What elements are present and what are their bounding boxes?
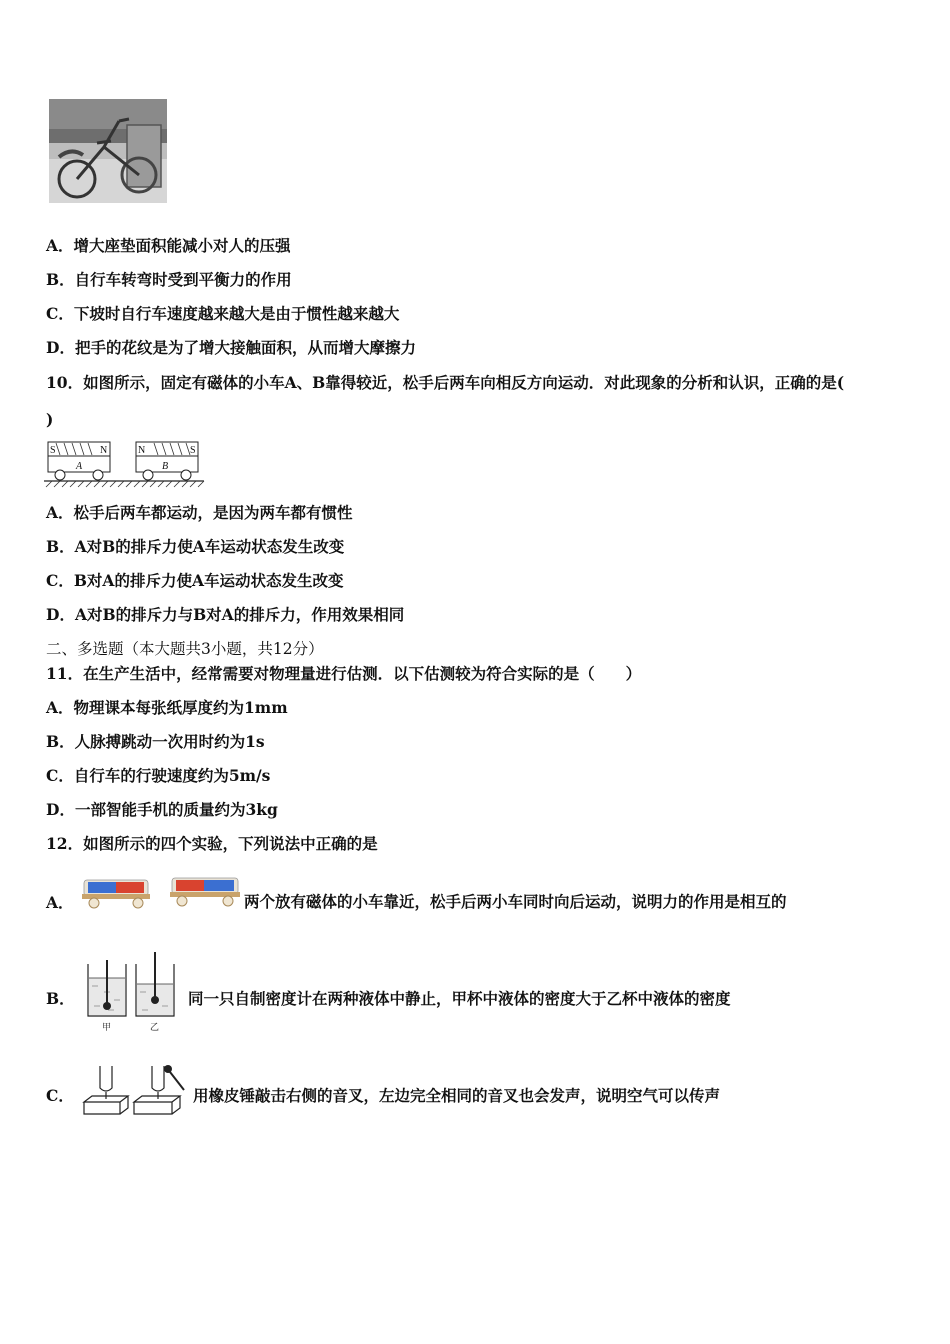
section-heading: 二、多选题（本大题共3小题，共12分） — [46, 640, 324, 658]
q9-option-c: C．下坡时自行车速度越来越大是由于惯性越来越大 — [46, 304, 400, 323]
q11-option-c: C．自行车的行驶速度约为5m/s — [46, 766, 271, 785]
magnet-a-n-label: N — [100, 445, 108, 456]
magnet-a-s-label: S — [50, 445, 56, 456]
q9-option-d: D．把手的花纹是为了增大接触面积，从而增大摩擦力 — [46, 338, 416, 357]
magnet-b-s-label: S — [190, 445, 196, 456]
q11-option-a: A．物理课本每张纸厚度约为1mm — [46, 698, 288, 717]
tuning-fork-figure — [80, 1062, 188, 1120]
q10-option-a: A．松手后两车都运动，是因为两车都有惯性 — [46, 503, 353, 522]
cup-jia-label: 甲 — [102, 1023, 112, 1033]
q12-option-a-text: 两个放有磁体的小车靠近，松手后两小车同时向后运动，说明力的作用是相互的 — [244, 892, 787, 911]
magnet-b-n-label: N — [138, 445, 146, 456]
q10-stem: 10．如图所示，固定有磁体的小车A、B靠得较近，松手后两车向相反方向运动．对此现象的分析和认识，正确的是( — [46, 373, 845, 392]
bicycle-photo — [49, 99, 167, 203]
q12-option-c-letter: C． — [46, 1086, 74, 1105]
q10-option-b: B．A对B的排斥力使A车运动状态发生改变 — [46, 537, 345, 556]
q9-option-b: B．自行车转弯时受到平衡力的作用 — [46, 270, 292, 289]
magnet-carts-figure — [44, 438, 206, 488]
q11-stem: 11．在生产生活中，经常需要对物理量进行估测．以下估测较为符合实际的是（ ） — [46, 664, 642, 683]
hydrometer-cups-figure — [84, 950, 180, 1034]
magnet-cars-color-figure — [78, 872, 242, 912]
cart-a-label: A — [76, 461, 83, 472]
q10-option-c: C．B对A的排斥力使A车运动状态发生改变 — [46, 571, 344, 590]
q12-option-b-letter: B． — [46, 989, 75, 1008]
q9-option-a: A．增大座垫面积能减小对人的压强 — [46, 236, 291, 255]
q12-option-c-text: 用橡皮锤敲击右侧的音叉，左边完全相同的音叉也会发声，说明空气可以传声 — [193, 1086, 721, 1105]
q12-option-a-letter: A． — [46, 893, 74, 912]
q10-stem-end: ) — [46, 410, 54, 429]
q12-stem: 12．如图所示的四个实验，下列说法中正确的是 — [46, 834, 378, 853]
cart-b-label: B — [162, 461, 169, 472]
q10-option-d: D．A对B的排斥力与B对A的排斥力，作用效果相同 — [46, 605, 405, 624]
q11-option-b: B．人脉搏跳动一次用时约为1s — [46, 732, 265, 751]
cup-yi-label: 乙 — [150, 1023, 160, 1033]
q11-option-d: D．一部智能手机的质量约为3kg — [46, 800, 278, 819]
q12-option-b-text: 同一只自制密度计在两种液体中静止，甲杯中液体的密度大于乙杯中液体的密度 — [188, 989, 731, 1008]
